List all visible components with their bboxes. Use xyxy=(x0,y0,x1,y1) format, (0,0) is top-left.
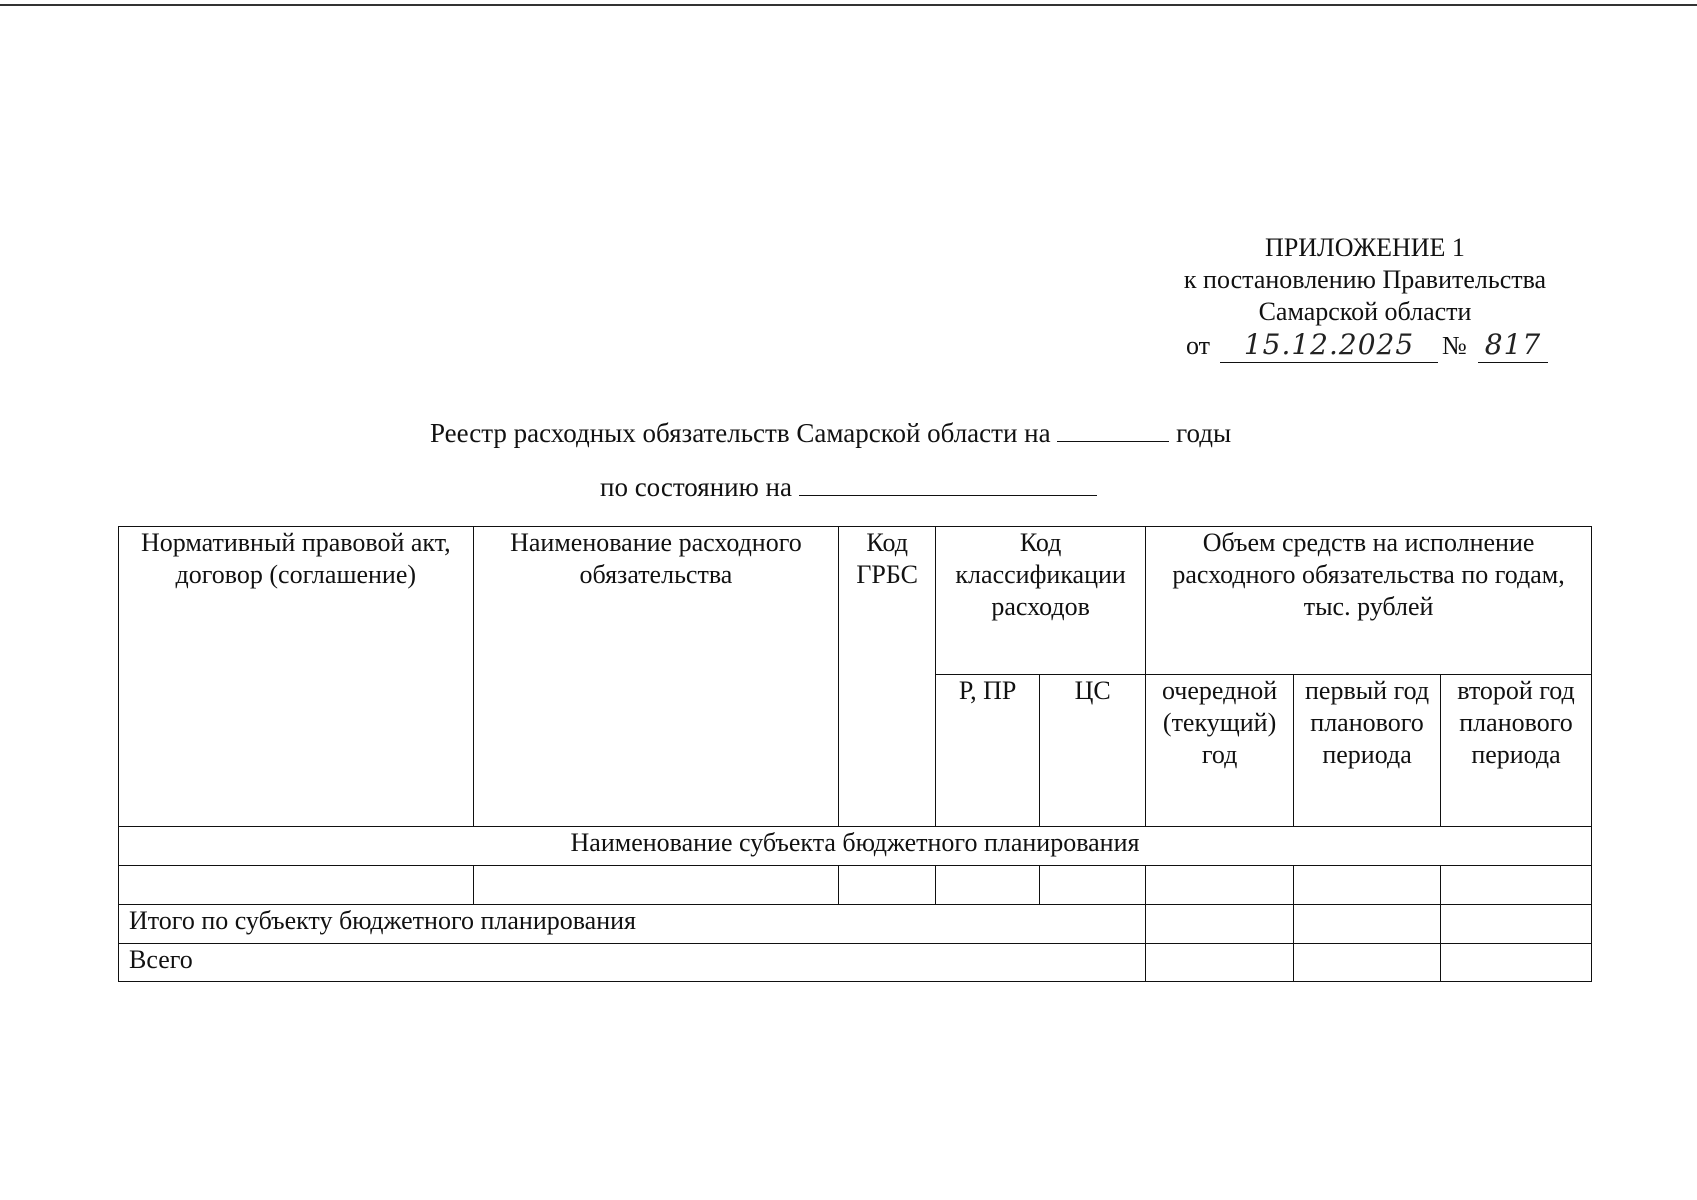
empty-cell xyxy=(1146,866,1294,905)
empty-cell xyxy=(1146,944,1294,982)
grand-total-label: Всего xyxy=(119,944,1146,982)
header-cs: ЦС xyxy=(1040,675,1146,827)
empty-cell xyxy=(473,866,839,905)
top-rule xyxy=(0,4,1697,6)
total-subject-label: Итого по субъекту бюджетного планирования xyxy=(119,905,1146,944)
empty-cell xyxy=(1146,905,1294,944)
total-subject-row xyxy=(119,905,1592,944)
appendix-block xyxy=(1150,232,1580,368)
header-rpr: Р, ПР xyxy=(936,675,1040,827)
handwritten-number: 817 xyxy=(1478,328,1548,363)
register-table xyxy=(118,526,1592,982)
register-title-prefix: Реестр расходных обязательств Самарской области на xyxy=(430,418,1051,448)
appendix-title: ПРИЛОЖЕНИЕ 1 xyxy=(1265,233,1465,262)
empty-cell xyxy=(1441,866,1592,905)
appendix-date-number-line xyxy=(1150,328,1580,368)
register-as-of xyxy=(600,472,1097,503)
header-obligation-name: Наименование расходного обязательства xyxy=(473,527,839,827)
register-title xyxy=(430,418,1231,449)
handwritten-date: 15.12.2025 xyxy=(1220,328,1438,363)
header-volume xyxy=(1146,527,1592,675)
empty-cell xyxy=(1040,866,1146,905)
empty-cell xyxy=(119,866,474,905)
empty-cell xyxy=(1441,905,1592,944)
header-volume-unit: тыс. рублей xyxy=(1303,592,1434,621)
header-grbs-code: Код ГРБС xyxy=(839,527,936,827)
empty-data-row xyxy=(119,866,1592,905)
as-of-blank xyxy=(799,475,1097,496)
empty-cell xyxy=(1294,905,1441,944)
number-label: № xyxy=(1442,331,1467,360)
register-title-suffix: годы xyxy=(1176,418,1232,448)
from-label: от xyxy=(1186,331,1211,360)
grand-total-row xyxy=(119,944,1592,982)
empty-cell xyxy=(839,866,936,905)
empty-cell xyxy=(1294,944,1441,982)
empty-cell xyxy=(1294,866,1441,905)
empty-cell xyxy=(936,866,1040,905)
header-legal-act: Нормативный правовой акт, договор (соглашение) xyxy=(119,527,474,827)
appendix-line-1: к постановлению Правительства xyxy=(1183,265,1547,294)
empty-cell xyxy=(1441,944,1592,982)
header-volume-text: Объем средств на исполнение расходного обязательства по годам, xyxy=(1172,528,1565,589)
header-second-plan-year: второй год планового периода xyxy=(1441,675,1592,827)
appendix-line-2: Самарской области xyxy=(1258,297,1472,326)
header-classification-code: Код классификации расходов xyxy=(936,527,1146,675)
as-of-label: по состоянию на xyxy=(600,472,792,502)
subject-row-label: Наименование субъекта бюджетного планирования xyxy=(119,827,1592,866)
subject-row xyxy=(119,827,1592,866)
header-current-year: очередной (текущий) год xyxy=(1146,675,1294,827)
years-blank xyxy=(1057,421,1169,442)
header-row-1 xyxy=(119,527,1592,675)
header-first-plan-year: первый год планового периода xyxy=(1294,675,1441,827)
